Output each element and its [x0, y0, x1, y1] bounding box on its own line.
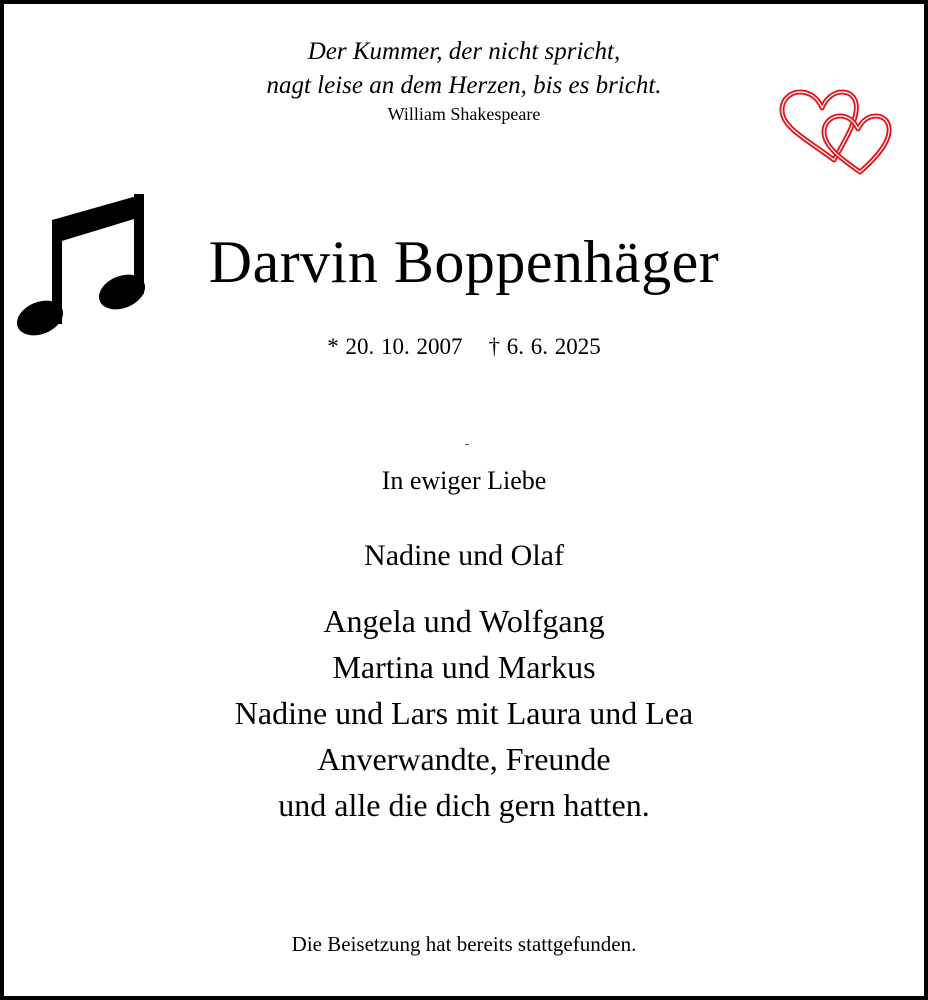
quote-line-2: nagt leise an dem Herzen, bis es bricht.: [266, 72, 662, 99]
mourner-line: Anverwandte, Freunde: [317, 741, 611, 777]
mourner-line: und alle die dich gern hatten.: [278, 787, 650, 823]
intro-text: In ewiger Liebe: [381, 466, 547, 495]
quote-author: William Shakespeare: [387, 104, 541, 124]
deceased-name: Darvin Boppenhäger: [208, 229, 720, 295]
life-dates: [4, 334, 924, 360]
burial-note: Die Beisetzung hat bereits stattgefunden.: [291, 932, 637, 956]
mourner-line: Angela und Wolfgang: [323, 603, 605, 639]
birth-date: * 20. 10. 2007: [327, 334, 463, 359]
mourner-line: Martina und Markus: [332, 649, 596, 685]
quote-line-1: Der Kummer, der nicht spricht,: [307, 38, 621, 65]
two-hearts-icon: [778, 88, 894, 176]
death-date: † 6. 6. 2025: [488, 334, 601, 359]
divider-mark: [465, 444, 469, 445]
mourner-line: Nadine und Lars mit Laura und Lea: [234, 695, 694, 731]
closest-mourners: Nadine und Olaf: [364, 539, 564, 572]
